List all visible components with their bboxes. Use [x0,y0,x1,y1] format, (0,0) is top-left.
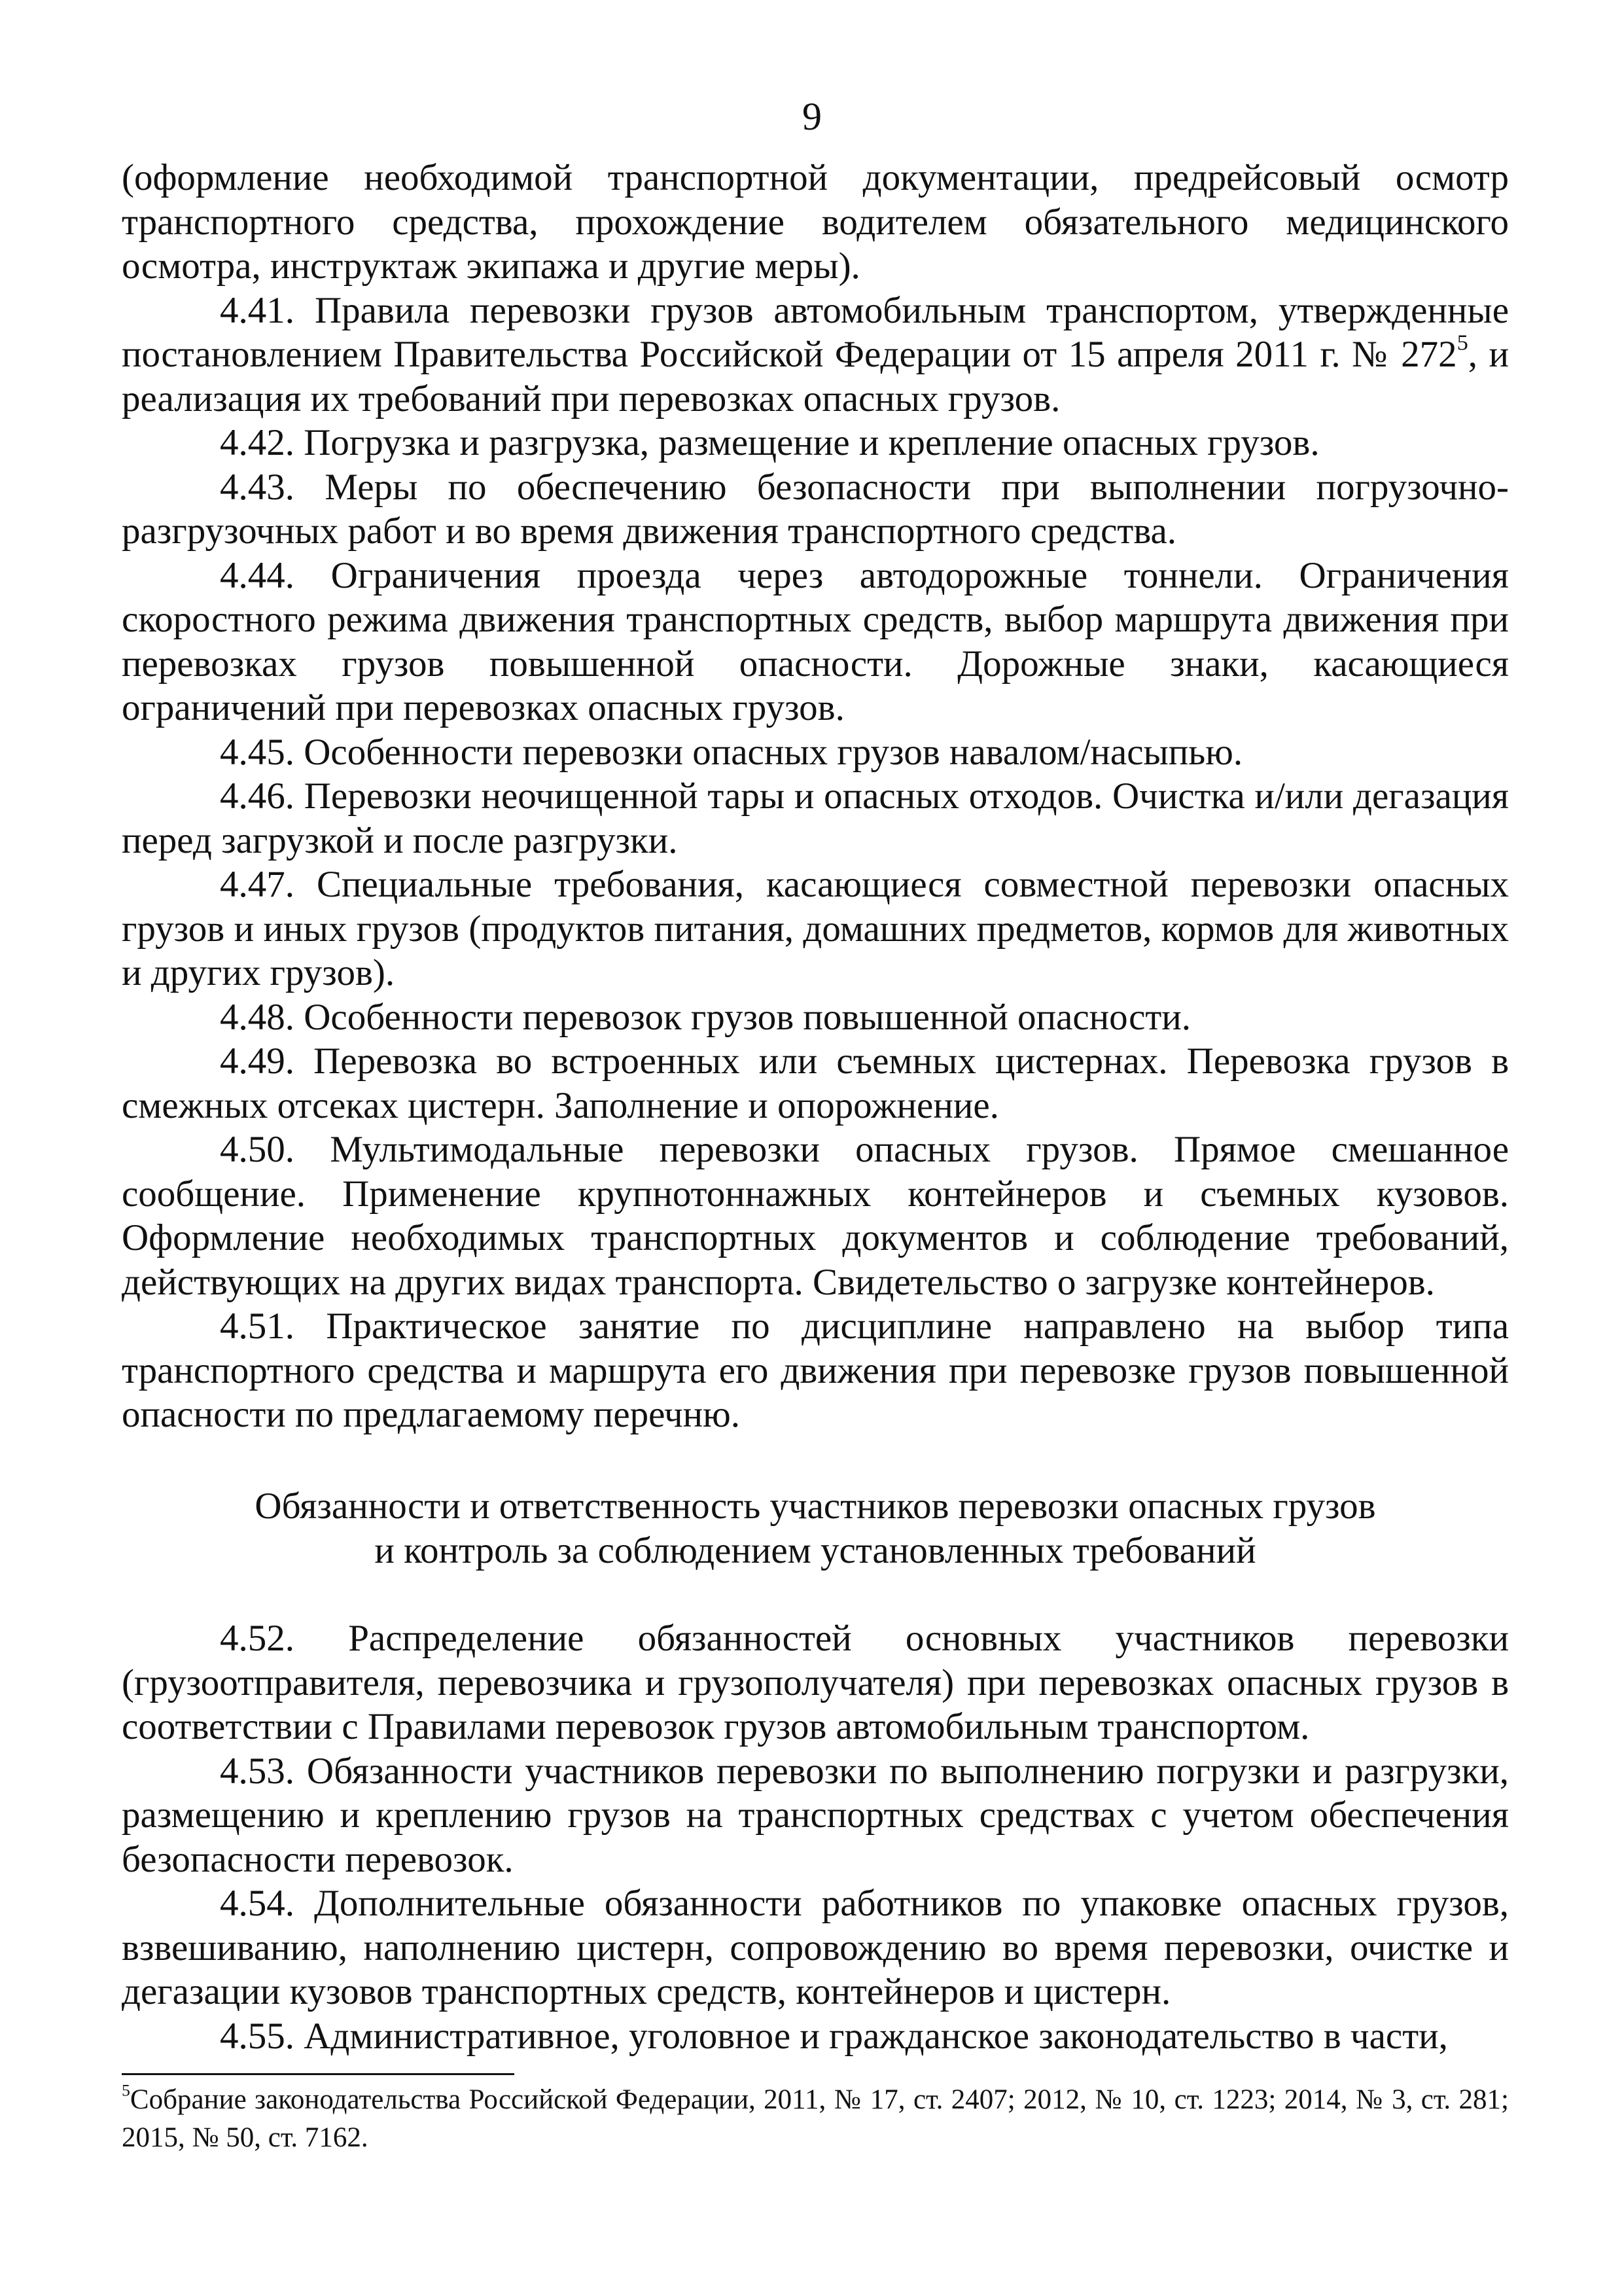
footnote-marker: 5 [122,2080,130,2100]
paragraph-4-55: 4.55. Административное, уголовное и гражданское законодательство в части, [220,2015,1448,2057]
footnote-reference: 5 [1456,330,1468,355]
paragraph-continuation: (оформление необходимой транспортной документации, предрейсовый осмотр транспортного средства, прохождение водителем обязательного медицинского осмотра, инструктаж экипажа и другие меры). [122,157,1509,287]
paragraph-4-41 [122,289,1509,421]
section-heading-line-2: и контроль за соблюдением установленных требований [374,1529,1256,1571]
paragraph-4-46: 4.46. Перевозки неочищенной тары и опасных отходов. Очистка и/или дегазация перед загрузкой и после разгрузки. [122,775,1509,861]
paragraph-4-52: 4.52. Распределение обязанностей основных участников перевозки (грузоотправителя, перевозчика и грузополучателя) при перевозках опасных грузов в соответствии с Правилами перевозок грузов автомобильным транспортом. [122,1618,1509,1747]
paragraph-4-42: 4.42. Погрузка и разгрузка, размещение и крепление опасных грузов. [220,422,1320,463]
section-heading [122,1484,1509,1573]
paragraph-4-50: 4.50. Мультимодальные перевозки опасных грузов. Прямое смешанное сообщение. Применение крупнотоннажных контейнеров и съемных кузовов. Оформление необходимых транспортных документов и соблюдение требований, действующих на других видах транспорта. Свидетельство о загрузке контейнеров. [122,1129,1509,1303]
paragraph-4-48: 4.48. Особенности перевозок грузов повышенной опасности. [220,996,1192,1038]
bottom-text-block [122,1616,1509,2058]
footnote [122,2081,1509,2157]
paragraph-4-47: 4.47. Специальные требования, касающиеся совместной перевозки опасных грузов и иных грузов (продуктов питания, домашних предметов, кормов для животных и других грузов). [122,864,1509,993]
paragraph-4-44: 4.44. Ограничения проезда через автодорожные тоннели. Ограничения скоростного режима движения транспортных средств, выбор маршрута движения при перевозках грузов повышенной опасности. Дорожные знаки, касающиеся ограничений при перевозках опасных грузов. [122,554,1509,728]
paragraph-4-54: 4.54. Дополнительные обязанности работников по упаковке опасных грузов, взвешиванию, наполнению цистерн, сопровождению во время перевозки, очистке и дегазации кузовов транспортных средств, контейнеров и цистерн. [122,1883,1509,2012]
page-number: 9 [802,95,822,138]
paragraph-text-tail: , и реализация их требований при перевозках опасных грузов. [122,334,1509,419]
section-heading-line-1: Обязанности и ответственность участников перевозки опасных грузов [255,1486,1376,1527]
paragraph-4-49: 4.49. Перевозка во встроенных или съемных цистернах. Перевозка грузов в смежных отсеках цистерн. Заполнение и опорожнение. [122,1041,1509,1126]
paragraph-4-51: 4.51. Практическое занятие по дисциплине направлено на выбор типа транспортного средства и маршрута его движения при перевозке грузов повышенной опасности по предлагаемому перечню. [122,1306,1509,1435]
paragraph-4-53: 4.53. Обязанности участников перевозки по выполнению погрузки и разгрузки, размещению и креплению грузов на транспортных средствах с учетом обеспечения безопасности перевозок. [122,1750,1509,1880]
paragraph-4-43: 4.43. Меры по обеспечению безопасности при выполнении погрузочно-разгрузочных работ и во время движения транспортного средства. [122,466,1509,552]
footnote-separator [122,2073,514,2075]
top-text-block [122,156,1509,1437]
paragraph-4-45: 4.45. Особенности перевозки опасных грузов навалом/насыпью. [220,731,1243,773]
footnote-text: Собрание законодательства Российской Федерации, 2011, № 17, ст. 2407; 2012, № 10, ст. 1223; 2014, № 3, ст. 281; 2015, № 50, ст. 7162. [122,2084,1509,2153]
paragraph-text: 4.41. Правила перевозки грузов автомобильным транспортом, утвержденные постановлением Правительства Российской Федерации от 15 апреля 2011 г. № 272 [122,289,1509,375]
